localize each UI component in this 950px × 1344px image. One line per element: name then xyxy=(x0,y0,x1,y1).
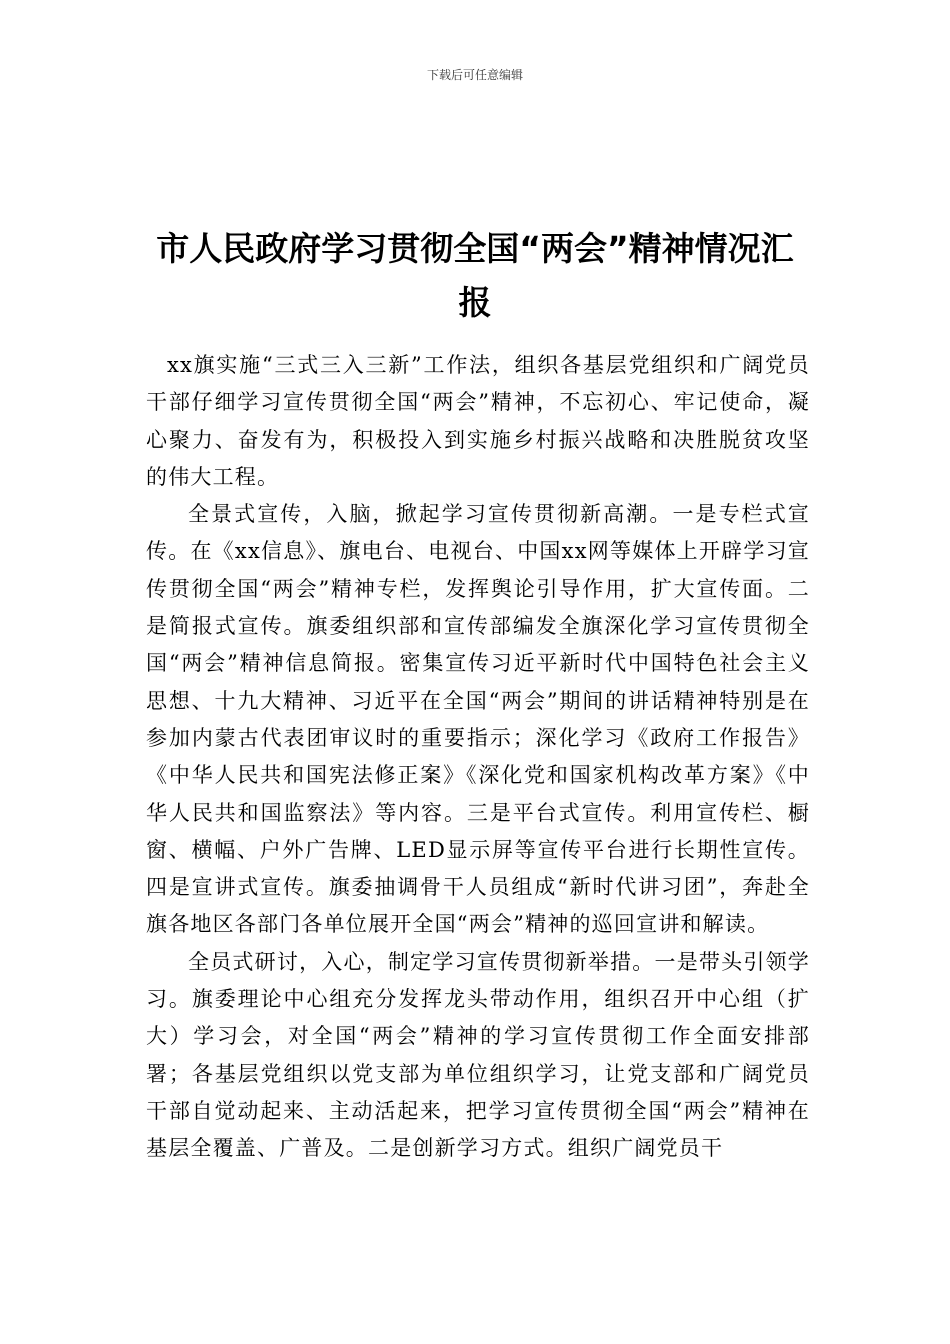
document-title: 市人民政府学习贯彻全国“两会”精神情况汇报 xyxy=(156,229,794,322)
paragraph-intro: xx旗实施“三式三入三新”工作法，组织各基层党组织和广阔党员干部仔细学习宣传贯彻全国“两会”精神，不忘初心、牢记使命，凝心聚力、奋发有为，积极投入到实施乡村振兴战略和决胜脱贫攻坚的伟大工程。 xyxy=(146,353,810,489)
document-body xyxy=(146,347,810,1168)
paragraph-publicity: 全景式宣传，入脑，掀起学习宣传贯彻新高潮。一是专栏式宣传。在《xx信息》、旗电台、电视台、中国xx网等媒体上开辟学习宣传贯彻全国“两会”精神专栏，发挥舆论引导作用，扩大宣传面。二是简报式宣传。旗委组织部和宣传部编发全旗深化学习宣传贯彻全国“两会”精神信息简报。密集宣传习近平新时代中国特色社会主义思想、十九大精神、习近平在全国“两会”期间的讲话精神特别是在参加内蒙古代表团审议时的重要指示；深化学习《政府工作报告》《中华人民共和国宪法修正案》《深化党和国家机构改革方案》《中华人民共和国监察法》等内容。三是平台式宣传。利用宣传栏、橱窗、横幅、户外广告牌、LED显示屏等宣传平台进行长期性宣传。四是宣讲式宣传。旗委抽调骨干人员组成“新时代讲习团”，奔赴全旗各地区各部门各单位展开全国“两会”精神的巡回宣讲和解读。 xyxy=(146,502,810,937)
paragraph-study: 全员式研讨，入心，制定学习宣传贯彻新举措。一是带头引领学习。旗委理论中心组充分发挥龙头带动作用，组织召开中心组（扩大）学习会，对全国“两会”精神的学习宣传贯彻工作全面安排部署；各基层党组织以党支部为单位组织学习，让党支部和广阔党员干部自觉动起来、主动活起来，把学习宣传贯彻全国“两会”精神在基层全覆盖、广普及。二是创新学习方式。组织广阔党员干 xyxy=(146,949,810,1161)
header-note: 下载后可任意编辑 xyxy=(426,68,523,82)
